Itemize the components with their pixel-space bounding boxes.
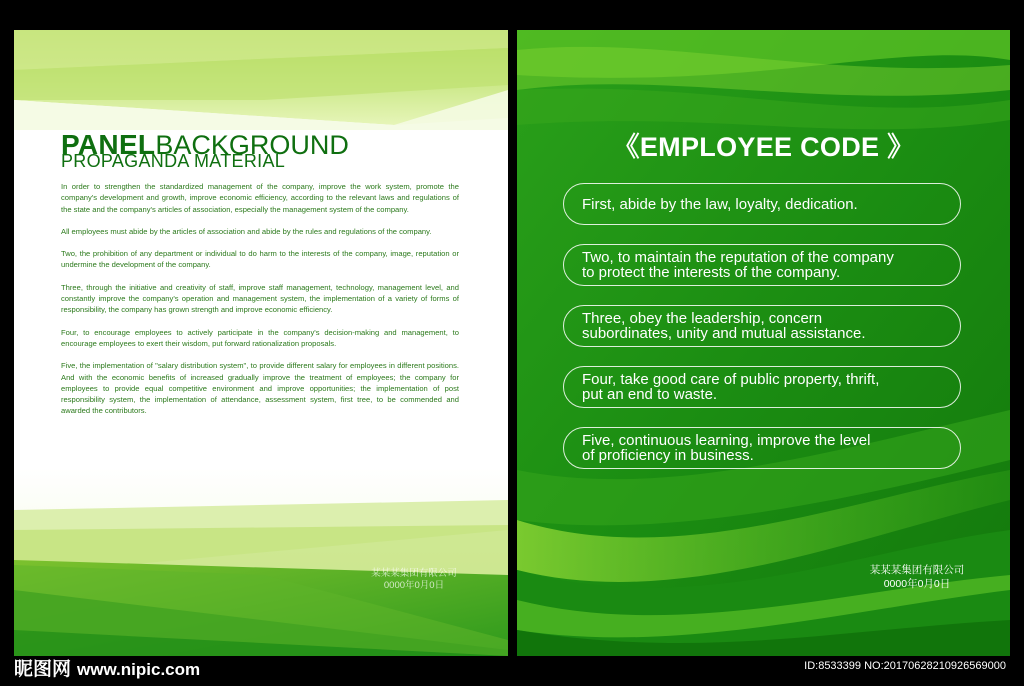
left-paragraph: All employees must abide by the articles of association and abide by the rules and regulations of the company.: [61, 226, 432, 236]
right-footer-company: 某某某集团有限公司: [869, 564, 965, 576]
left-paragraph: Three, through the initiative and creativity of staff, improve staff management, technology, management level, and constantly improve the company's operation and management system, the implementation of a variety of forms of responsibility, the company has grown strength and improve economic efficiency.: [61, 282, 459, 315]
site-logo-watermark: [14, 654, 200, 681]
left-paragraph: Two, the prohibition of any department or individual to do harm to the interests of the company, image, reputation or undermine the development of the company.: [61, 249, 459, 270]
left-footer-company: 某某某集团有限公司: [371, 568, 457, 579]
code-item-5: [563, 427, 961, 469]
left-footer: [354, 568, 474, 592]
code-item-text: Five, continuous learning, improve the level of proficiency in business.: [582, 432, 871, 464]
left-title-bold: PANEL: [61, 129, 156, 160]
code-item-text: Four, take good care of public property, thrift, put an end to waste.: [582, 371, 880, 403]
code-item-2: [563, 244, 961, 286]
left-title-rest: BACKGROUND: [155, 130, 349, 160]
logo-text: 昵图网: [14, 659, 72, 680]
code-item-text: Three, obey the leadership, concern subordinates, unity and mutual assistance.: [582, 310, 866, 342]
right-footer-date: 0000年0月0日: [883, 578, 951, 590]
left-footer-date: 0000年0月0日: [383, 580, 445, 591]
code-item-text: First, abide by the law, loyalty, dedication.: [582, 195, 858, 213]
code-item-text: Two, to maintain the reputation of the company to protect the interests of the company.: [582, 249, 894, 281]
left-body-text: [61, 181, 459, 428]
left-paragraph: Four, to encourage employees to actively participate in the company's decision-making and management, to encourage employees to exert their wisdom, put forward rationalization proposals.: [61, 327, 459, 348]
code-item-1: [563, 183, 961, 225]
right-title: 《EMPLOYEE CODE 》: [612, 132, 915, 162]
left-subtitle: PROPAGANDA MATERIAL: [61, 151, 286, 171]
left-panel: [14, 30, 508, 656]
right-panel: [517, 30, 1010, 656]
right-footer: [837, 563, 997, 591]
site-url: www.nipic.com: [77, 660, 201, 679]
code-item-3: [563, 305, 961, 347]
code-item-4: [563, 366, 961, 408]
image-id-watermark: ID:8533399 NO:20170628210926569000: [804, 660, 1006, 672]
left-paragraph: In order to strengthen the standardized management of the company, improve the work system, promote the company's development and growth, improve economic efficiency, according to the relevant laws and regulations of the state and the company's articles of association, especially the management system of the company.: [61, 182, 459, 214]
left-paragraph: Five, the implementation of "salary distribution system", to provide different salary for employees in different positions. And with the economic benefits of increased gradually improve the treatment of employees; the company for employees to provide equal competitive environment and improve opportunities; the implementation of post responsibility system, the implementation of attendance, assessment system, first tree, to be commended and awarded the contributors.: [61, 361, 459, 416]
